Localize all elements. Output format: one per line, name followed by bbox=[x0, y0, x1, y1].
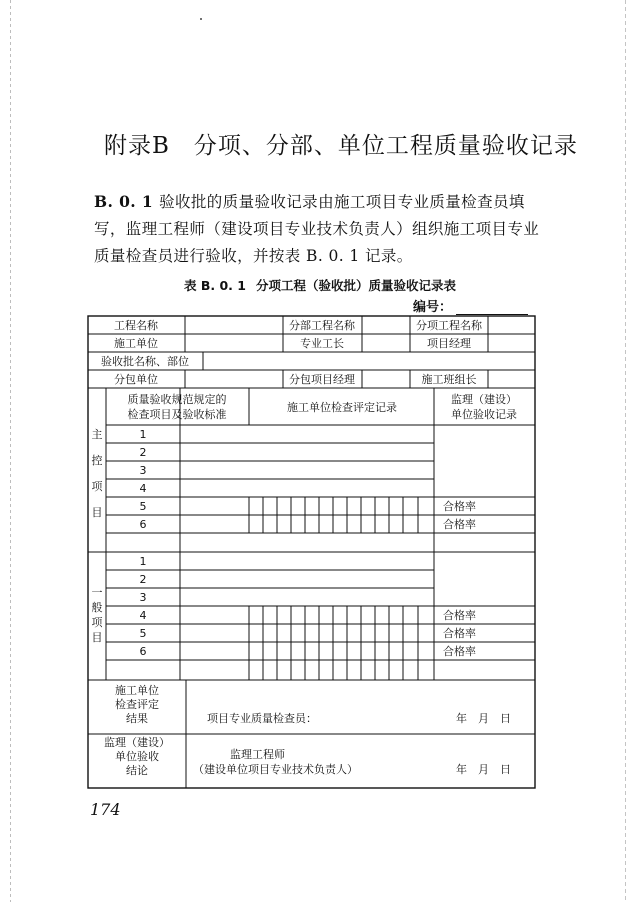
main-items-char-4: 目 bbox=[91, 506, 103, 519]
header-check-record: 施工单位检查评定记录 bbox=[287, 401, 397, 414]
general-items-char-2: 般 bbox=[91, 601, 103, 614]
label-project-manager: 项目经理 bbox=[427, 337, 471, 350]
main-row-2: 2 bbox=[139, 446, 147, 459]
general-items-char-1: 一 bbox=[91, 586, 103, 599]
label-sub-manager: 分包项目经理 bbox=[289, 373, 355, 386]
eval-label-line-2: 检查评定 bbox=[115, 698, 159, 711]
main-row-3: 3 bbox=[139, 464, 147, 477]
table-number: 表 B. 0. 1 bbox=[184, 278, 246, 293]
label-batch-name: 验收批名称、部位 bbox=[101, 355, 189, 368]
header-supervision-line-2: 单位验收记录 bbox=[451, 408, 517, 421]
label-team-leader: 施工班组长 bbox=[421, 373, 477, 386]
conclusion-label-line-3: 结论 bbox=[126, 764, 148, 777]
check-grid-general bbox=[249, 606, 418, 680]
form-number-label: 编号： bbox=[413, 300, 453, 315]
main-row-5: 5 bbox=[139, 500, 147, 513]
label-foreman: 专业工长 bbox=[300, 337, 344, 350]
general-row-3: 3 bbox=[139, 591, 147, 604]
main-row-6: 6 bbox=[139, 518, 147, 531]
eval-label-line-1: 施工单位 bbox=[115, 684, 159, 697]
clause-text: 验收批的质量验收记录由施工项目专业质量检查员填写，监理工程师（建设项目专业技术负责人）组织施工项目专业质量检查员进行验收，并按表 B. 0. 1 记录。 bbox=[94, 193, 540, 265]
main-pass-rate-5: 合格率 bbox=[443, 500, 476, 513]
main-row-1: 1 bbox=[139, 428, 147, 441]
main-row-4: 4 bbox=[139, 482, 147, 495]
conclusion-label-line-2: 单位验收 bbox=[115, 750, 159, 763]
label-construction-unit: 施工单位 bbox=[114, 337, 158, 350]
label-subitem-name: 分项工程名称 bbox=[416, 319, 482, 332]
table-name: 分项工程（验收批）质量验收记录表 bbox=[255, 278, 456, 293]
label-subdivision-name: 分部工程名称 bbox=[289, 319, 355, 332]
label-project-name: 工程名称 bbox=[114, 319, 158, 332]
general-row-2: 2 bbox=[139, 573, 147, 586]
page-number: 174 bbox=[90, 800, 121, 819]
conclusion-date: 年 月 日 bbox=[456, 763, 511, 776]
eval-label-line-3: 结果 bbox=[126, 712, 148, 725]
supervisor-label-line-2: （建设单位项目专业技术负责人） bbox=[193, 763, 358, 776]
header-spec-line-2: 检查项目及验收标准 bbox=[127, 408, 227, 421]
header-spec-line-1: 质量验收规范规定的 bbox=[127, 393, 227, 406]
conclusion-label-line-1: 监理（建设） bbox=[104, 736, 170, 749]
eval-date: 年 月 日 bbox=[456, 712, 511, 725]
general-row-6: 6 bbox=[139, 645, 147, 658]
header-supervision-line-1: 监理（建设） bbox=[451, 393, 517, 406]
main-items-char-2: 控 bbox=[91, 454, 103, 467]
appendix-title: 附录B 分项、分部、单位工程质量验收记录 bbox=[104, 133, 578, 159]
general-items-char-3: 项 bbox=[91, 616, 103, 629]
general-row-4: 4 bbox=[139, 609, 147, 622]
label-subcontractor: 分包单位 bbox=[114, 373, 158, 386]
general-pass-rate-6: 合格率 bbox=[443, 645, 476, 658]
general-items-char-4: 目 bbox=[91, 631, 103, 644]
supervisor-label-line-1: 监理工程师 bbox=[230, 748, 285, 761]
main-items-char-1: 主 bbox=[91, 428, 103, 441]
main-items-char-3: 项 bbox=[91, 480, 103, 493]
general-row-5: 5 bbox=[139, 627, 147, 640]
general-pass-rate-5: 合格率 bbox=[443, 627, 476, 640]
inspector-label: 项目专业质量检查员： bbox=[207, 712, 317, 725]
general-row-1: 1 bbox=[139, 555, 147, 568]
general-pass-rate-4: 合格率 bbox=[443, 609, 476, 622]
clause-number: B. 0. 1 bbox=[94, 192, 154, 211]
main-pass-rate-6: 合格率 bbox=[443, 518, 476, 531]
